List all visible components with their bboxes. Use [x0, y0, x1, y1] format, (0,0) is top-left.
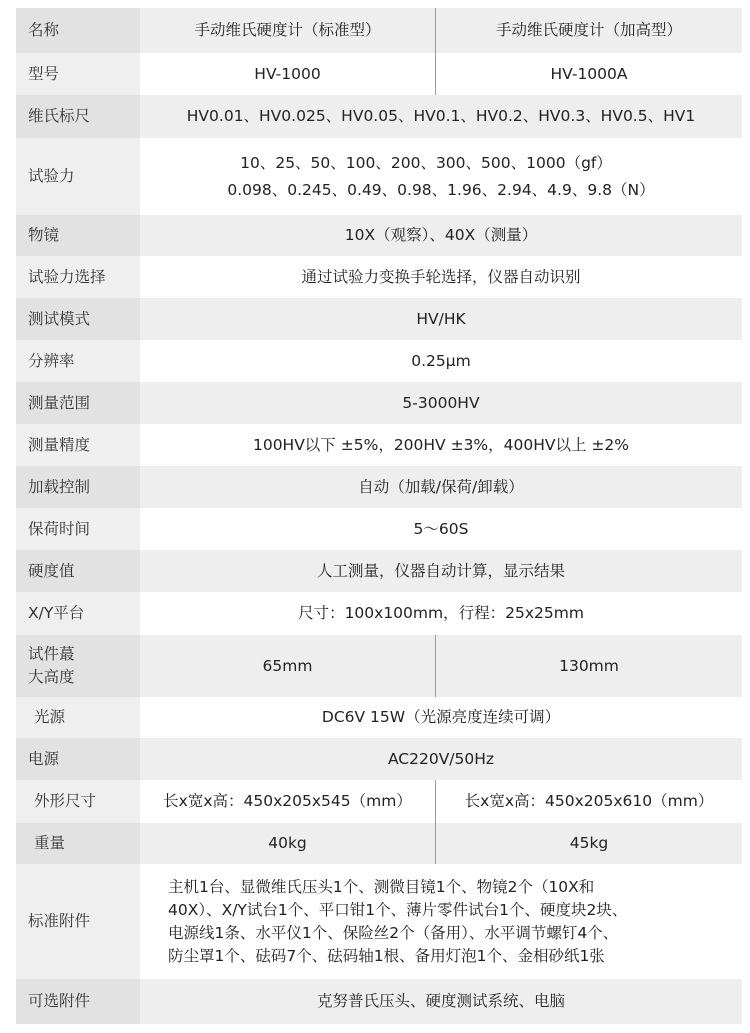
label-test-force: 试验力	[16, 138, 140, 215]
value-hardness-value: 人工测量，仪器自动计算，显示结果	[140, 550, 742, 592]
label-light-source: 光源	[16, 697, 140, 738]
accessories-line4: 防尘罩1个、砝码7个、砝码轴1根、备用灯泡1个、金相砂纸1张	[168, 946, 605, 965]
row-light-source	[16, 697, 742, 738]
label-test-mode: 测试模式	[16, 298, 140, 340]
value-test-force	[140, 138, 742, 215]
value-xy-stage: 尺寸：100x100mm，行程：25x25mm	[140, 592, 742, 635]
label-weight: 重量	[16, 823, 140, 864]
row-vickers-scale	[16, 95, 742, 138]
label-vickers-scale: 维氏标尺	[16, 95, 140, 138]
value-vickers-scale: HV0.01、HV0.025、HV0.05、HV0.1、HV0.2、HV0.3、HV0.5、HV1	[140, 95, 742, 138]
value-max-height-tall: 130mm	[436, 635, 743, 697]
value-weight-standard: 40kg	[140, 823, 436, 864]
row-objective	[16, 215, 742, 256]
row-accuracy	[16, 424, 742, 466]
value-measure-range: 5-3000HV	[140, 382, 742, 424]
value-load-control: 自动（加载/保荷/卸载）	[140, 466, 742, 508]
value-force-selection: 通过试验力变换手轮选择，仪器自动识别	[140, 256, 742, 298]
label-model: 型号	[16, 53, 140, 95]
value-objective: 10X（观察）、40X（测量）	[140, 215, 742, 256]
test-force-gf: 10、25、50、100、200、300、500、1000（gf）	[240, 153, 612, 172]
value-optional-accessories: 克努普氏压头、硬度测试系统、电脑	[140, 979, 742, 1024]
spec-table	[16, 8, 742, 1024]
value-light-source: DC6V 15W（光源亮度连续可调）	[140, 697, 742, 738]
value-dimensions-standard: 长x宽x高：450x205x545（mm）	[140, 780, 436, 823]
label-max-height-line1: 试件蕞	[28, 645, 75, 663]
test-force-n: 0.098、0.245、0.49、0.98、1.96、2.94、4.9、9.8（N）	[227, 180, 655, 199]
row-test-mode	[16, 298, 742, 340]
label-hardness-value: 硬度值	[16, 550, 140, 592]
row-hardness-value	[16, 550, 742, 592]
row-force-selection	[16, 256, 742, 298]
row-model	[16, 53, 742, 95]
label-name: 名称	[16, 8, 140, 53]
value-model-tall: HV-1000A	[436, 53, 743, 95]
value-model-standard: HV-1000	[140, 53, 436, 95]
row-optional-accessories	[16, 979, 742, 1024]
row-max-height	[16, 635, 742, 697]
label-force-selection: 试验力选择	[16, 256, 140, 298]
row-name	[16, 8, 742, 53]
row-load-control	[16, 466, 742, 508]
label-standard-accessories: 标准附件	[16, 864, 140, 979]
row-measure-range	[16, 382, 742, 424]
value-standard-accessories	[140, 864, 742, 979]
row-xy-stage	[16, 592, 742, 635]
row-dwell-time	[16, 508, 742, 550]
value-power: AC220V/50Hz	[140, 738, 742, 780]
accessories-line2: 40X）、X/Y试台1个、平口钳1个、薄片零件试台1个、硬度块2块、	[168, 900, 628, 919]
row-standard-accessories	[16, 864, 742, 979]
label-accuracy: 测量精度	[16, 424, 140, 466]
accessories-line1: 主机1台、显微维氏压头1个、测微目镜1个、物镜2个（10X和	[168, 877, 595, 896]
row-resolution	[16, 340, 742, 382]
label-objective: 物镜	[16, 215, 140, 256]
value-max-height-standard: 65mm	[140, 635, 436, 697]
label-max-height-line2: 大高度	[28, 668, 75, 686]
label-resolution: 分辨率	[16, 340, 140, 382]
label-dwell-time: 保荷时间	[16, 508, 140, 550]
value-name-tall: 手动维氏硬度计（加高型）	[436, 8, 743, 53]
value-test-mode: HV/HK	[140, 298, 742, 340]
label-power: 电源	[16, 738, 140, 780]
value-resolution: 0.25μm	[140, 340, 742, 382]
row-power	[16, 738, 742, 780]
label-load-control: 加载控制	[16, 466, 140, 508]
label-dimensions: 外形尺寸	[16, 780, 140, 823]
label-max-height	[16, 635, 140, 697]
row-dimensions	[16, 780, 742, 823]
value-dimensions-tall: 长x宽x高：450x205x610（mm）	[436, 780, 743, 823]
accessories-line3: 电源线1条、水平仪1个、保险丝2个（备用）、水平调节螺钉4个、	[168, 923, 619, 942]
value-accuracy: 100HV以下 ±5%，200HV ±3%，400HV以上 ±2%	[140, 424, 742, 466]
value-dwell-time: 5～60S	[140, 508, 742, 550]
row-test-force	[16, 138, 742, 215]
value-weight-tall: 45kg	[436, 823, 743, 864]
label-xy-stage: X/Y平台	[16, 592, 140, 635]
row-weight	[16, 823, 742, 864]
value-name-standard: 手动维氏硬度计（标准型）	[140, 8, 436, 53]
label-measure-range: 测量范围	[16, 382, 140, 424]
label-optional-accessories: 可选附件	[16, 979, 140, 1024]
